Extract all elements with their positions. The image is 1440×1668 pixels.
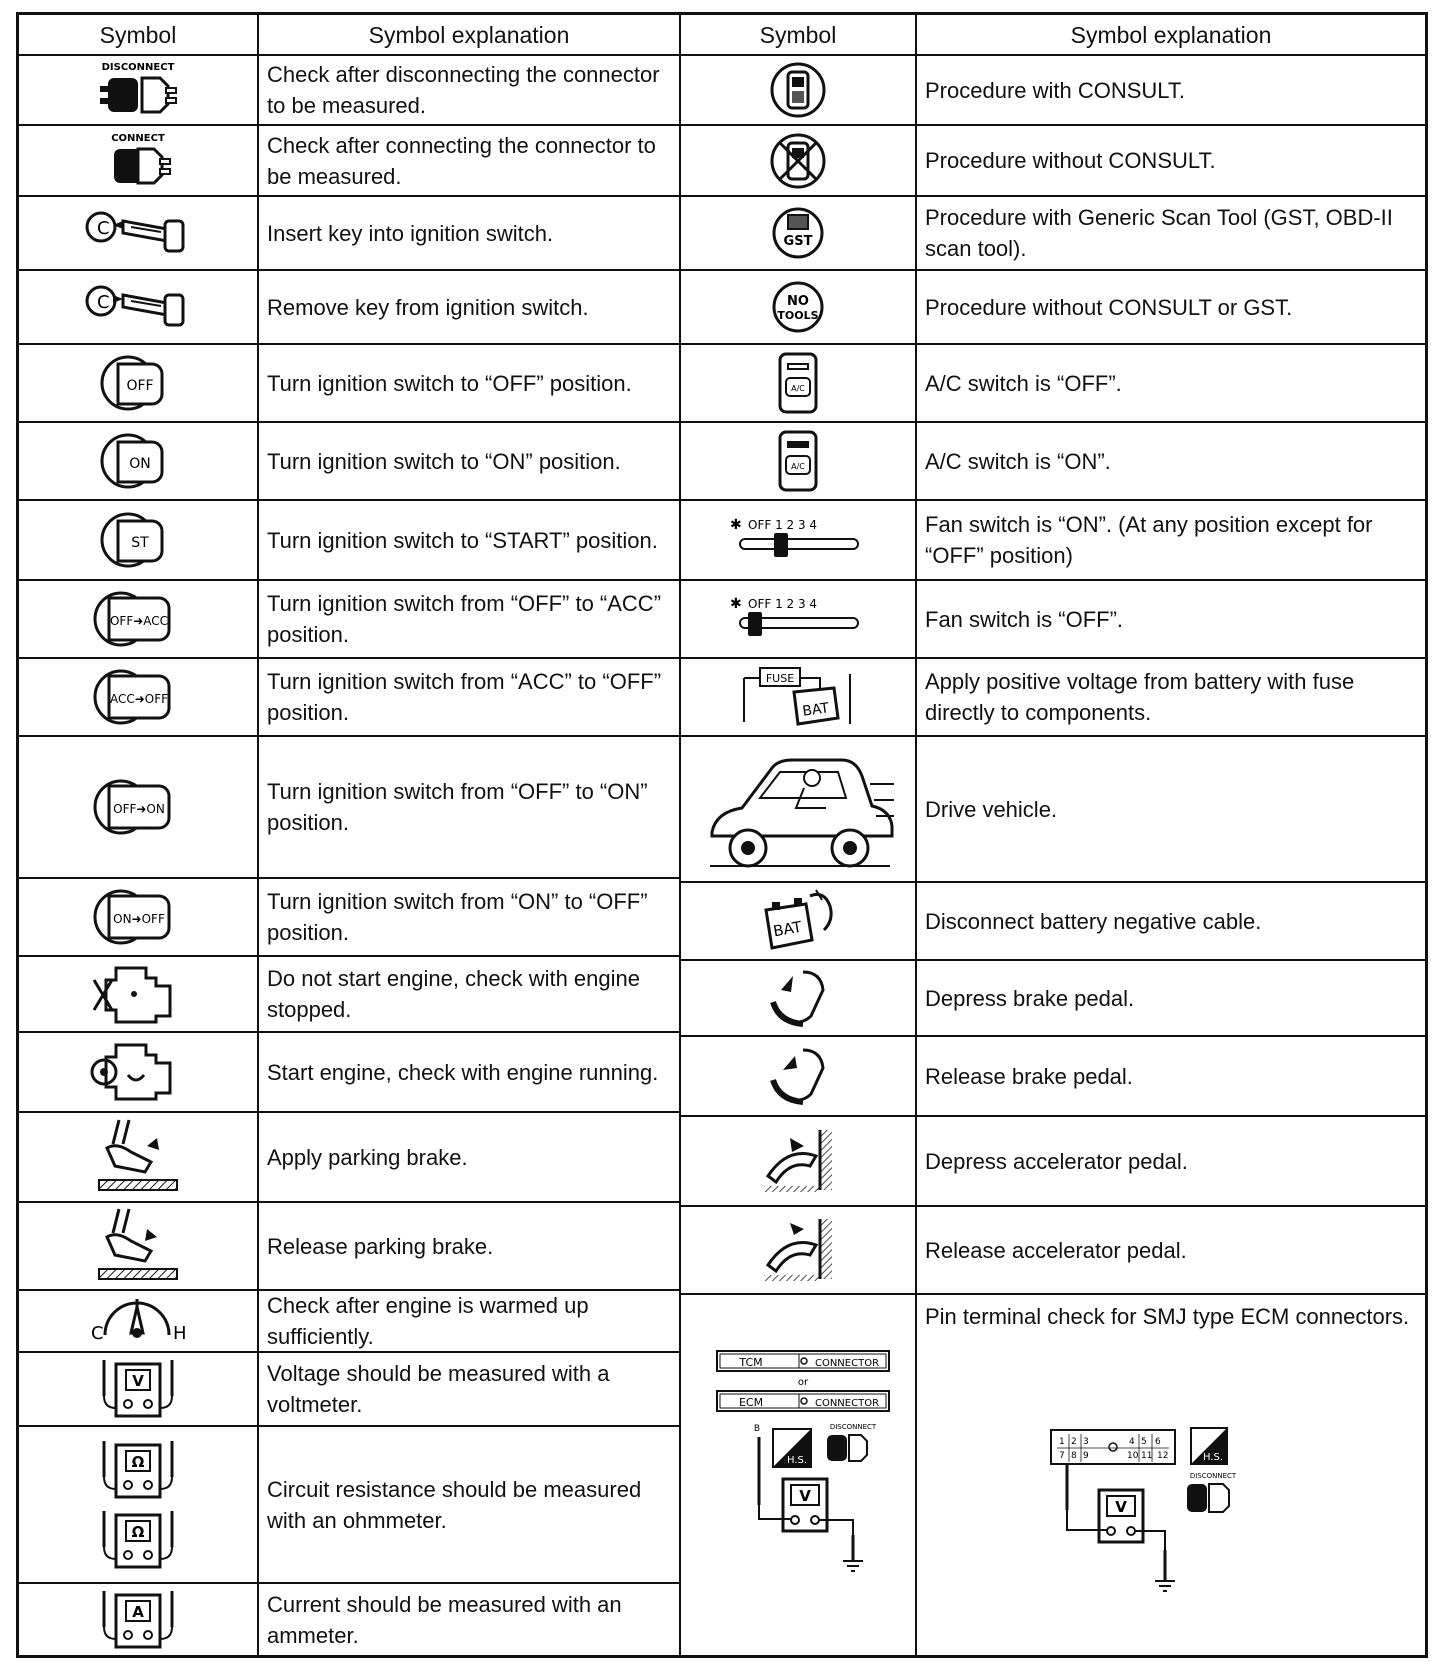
svg-text:C: C [91,1323,104,1344]
ignition-off-icon [19,345,257,421]
svg-text:OFF 1 2 3 4: OFF 1 2 3 4 [748,597,818,611]
row-text: Procedure with CONSULT. [925,77,1186,103]
row-text: Pin terminal check for SMJ type ECM connectors. [925,1304,1410,1329]
fan-switch-on-icon [681,501,915,579]
svg-text:or: or [797,1377,809,1388]
svg-text:CONNECTOR: CONNECTOR [814,1358,880,1369]
svg-text:9: 9 [1083,1451,1089,1461]
header-symbol-right: Symbol [759,21,837,48]
row-text: Drive vehicle. [925,796,1058,822]
no-tools-icon [681,271,915,343]
svg-text:10: 10 [1127,1451,1139,1461]
row-text: Release brake pedal. [925,1063,1133,1089]
row-text: Apply parking brake. [267,1144,468,1170]
svg-text:H.S.: H.S. [786,1455,808,1466]
row-text: Release parking brake. [267,1233,494,1259]
svg-text:DISCONNECT: DISCONNECT [829,1423,877,1431]
ignition-on-to-off-icon [19,879,257,955]
row-text: Apply positive voltage from battery with fuse directly to components. [925,669,1355,725]
svg-text:2: 2 [1071,1437,1077,1447]
row-text: Turn ignition switch to “START” position. [267,527,658,553]
row-text: Check after engine is warmed up sufficiently. [267,1293,589,1349]
row-text: Turn ignition switch from “ACC” to “OFF” position. [267,669,662,725]
svg-text:GST: GST [783,234,813,249]
header-symbol-left: Symbol [99,21,177,48]
svg-text:11: 11 [1141,1451,1153,1461]
svg-text:OFF: OFF [126,378,154,394]
row-text: Turn ignition switch to “OFF” position. [267,370,632,396]
svg-text:8: 8 [1071,1451,1077,1461]
insert-key-icon [19,197,257,269]
ohmmeter-icon [19,1427,257,1582]
ignition-on-icon [19,423,257,499]
ignition-start-icon [19,501,257,579]
svg-text:7: 7 [1059,1451,1065,1461]
svg-text:V: V [132,1372,144,1390]
svg-text:A/C: A/C [791,384,805,393]
svg-text:DISCONNECT: DISCONNECT [1189,1472,1237,1480]
svg-text:BAT: BAT [771,917,804,941]
ammeter-icon [19,1584,257,1655]
row-text: A/C switch is “ON”. [925,448,1111,474]
row-text: Procedure without CONSULT or GST. [925,294,1293,320]
row-text: Depress accelerator pedal. [925,1148,1188,1174]
gst-icon [681,197,915,269]
smj-pin-check-icon [681,1295,915,1655]
connect-connector-icon [19,126,257,195]
svg-text:C: C [97,218,110,239]
disconnect-connector-icon [19,56,257,124]
voltmeter-icon [19,1353,257,1425]
row-text: Turn ignition switch from “ON” to “OFF” position. [267,889,648,945]
row-text: Check after connecting the connector to be measured. [267,132,656,189]
svg-text:A/C: A/C [791,462,805,471]
row-text: Fan switch is “OFF”. [925,606,1124,632]
row-text: Turn ignition switch to “ON” position. [267,448,621,474]
svg-text:ACC➜OFF: ACC➜OFF [109,692,169,706]
svg-text:TCM: TCM [739,1356,763,1369]
row-text: Remove key from ignition switch. [267,294,589,320]
engine-warm-gauge-icon [19,1291,257,1351]
row-text: Depress brake pedal. [925,985,1135,1011]
apply-parking-brake-icon [19,1113,257,1201]
svg-text:BAT: BAT [801,700,831,720]
header-explanation-right: Symbol explanation [1070,21,1272,48]
svg-text:4: 4 [1129,1437,1135,1447]
row-text: Current should be measured with an ammeter. [267,1591,622,1648]
svg-text:6: 6 [1155,1437,1161,1447]
consult-icon [681,56,915,124]
fan-switch-off-icon [681,581,915,657]
svg-text:V: V [799,1487,811,1505]
release-parking-brake-icon [19,1203,257,1289]
row-text: Procedure without CONSULT. [925,148,1216,173]
svg-text:OFF 1 2 3 4: OFF 1 2 3 4 [748,518,818,532]
svg-text:NO: NO [787,294,809,309]
fused-battery-icon [681,659,915,735]
svg-text:1: 1 [1059,1437,1065,1447]
row-text: Procedure with Generic Scan Tool (GST, OBD-II scan tool). [925,205,1393,261]
ignition-off-to-acc-icon [19,581,257,657]
row-text: Do not start engine, check with engine stopped. [267,966,641,1022]
drive-vehicle-icon [681,737,915,881]
svg-text:5: 5 [1141,1437,1147,1447]
depress-accelerator-icon [681,1117,915,1205]
svg-text:3: 3 [1083,1437,1089,1447]
svg-text:OFF➜ACC: OFF➜ACC [109,614,169,628]
svg-text:TOOLS: TOOLS [777,309,819,322]
svg-text:✱: ✱ [730,517,742,533]
no-consult-icon [681,126,915,195]
svg-text:H.S.: H.S. [1202,1452,1224,1463]
row-text: Insert key into ignition switch. [267,220,554,246]
row-text: Release accelerator pedal. [925,1237,1187,1263]
svg-text:OFF➜ON: OFF➜ON [113,802,165,816]
engine-running-icon [19,1033,257,1111]
svg-text:ON: ON [129,456,151,472]
ignition-off-to-on-icon [19,737,257,877]
header-explanation-left: Symbol explanation [368,21,570,48]
row-text: Start engine, check with engine running. [267,1059,659,1085]
svg-text:Ω: Ω [131,1452,145,1471]
row-text: Disconnect battery negative cable. [925,908,1262,934]
row-text: Turn ignition switch from “OFF” to “ACC” position. [267,591,662,647]
row-text: Voltage should be measured with a voltmeter. [267,1361,610,1417]
smj-connector-diagram [917,1385,1425,1655]
row-text: Check after disconnecting the connector to be measured. [267,62,660,118]
svg-text:H: H [173,1323,187,1344]
row-text: Fan switch is “ON”. (At any position except for “OFF” position) [925,512,1373,568]
svg-text:Ω: Ω [131,1522,145,1541]
svg-text:V: V [1115,1498,1127,1516]
svg-text:CONNECT: CONNECT [111,132,165,144]
ac-switch-off-icon [681,345,915,421]
symbol-table [16,12,1428,1658]
svg-text:12: 12 [1157,1451,1169,1461]
svg-text:FUSE: FUSE [765,672,795,685]
ignition-acc-to-off-icon [19,659,257,735]
depress-brake-pedal-icon [681,961,915,1035]
svg-text:A: A [132,1602,144,1621]
row-text: Circuit resistance should be measured with an ohmmeter. [267,1476,642,1533]
svg-text:ST: ST [131,535,149,551]
row-text: Turn ignition switch from “OFF” to “ON” position. [267,779,648,835]
engine-stopped-icon [19,957,257,1031]
ac-switch-on-icon [681,423,915,499]
svg-text:C: C [97,292,110,313]
svg-text:CONNECTOR: CONNECTOR [814,1398,880,1409]
release-accelerator-icon [681,1207,915,1293]
svg-text:DISCONNECT: DISCONNECT [101,62,175,73]
svg-text:ON➜OFF: ON➜OFF [113,912,165,926]
row-text: A/C switch is “OFF”. [925,370,1122,396]
svg-text:ECM: ECM [738,1396,764,1409]
release-brake-pedal-icon [681,1037,915,1115]
svg-text:✱: ✱ [730,596,742,612]
battery-disconnect-icon [681,883,915,959]
remove-key-icon [19,271,257,343]
svg-text:B: B [753,1424,761,1434]
